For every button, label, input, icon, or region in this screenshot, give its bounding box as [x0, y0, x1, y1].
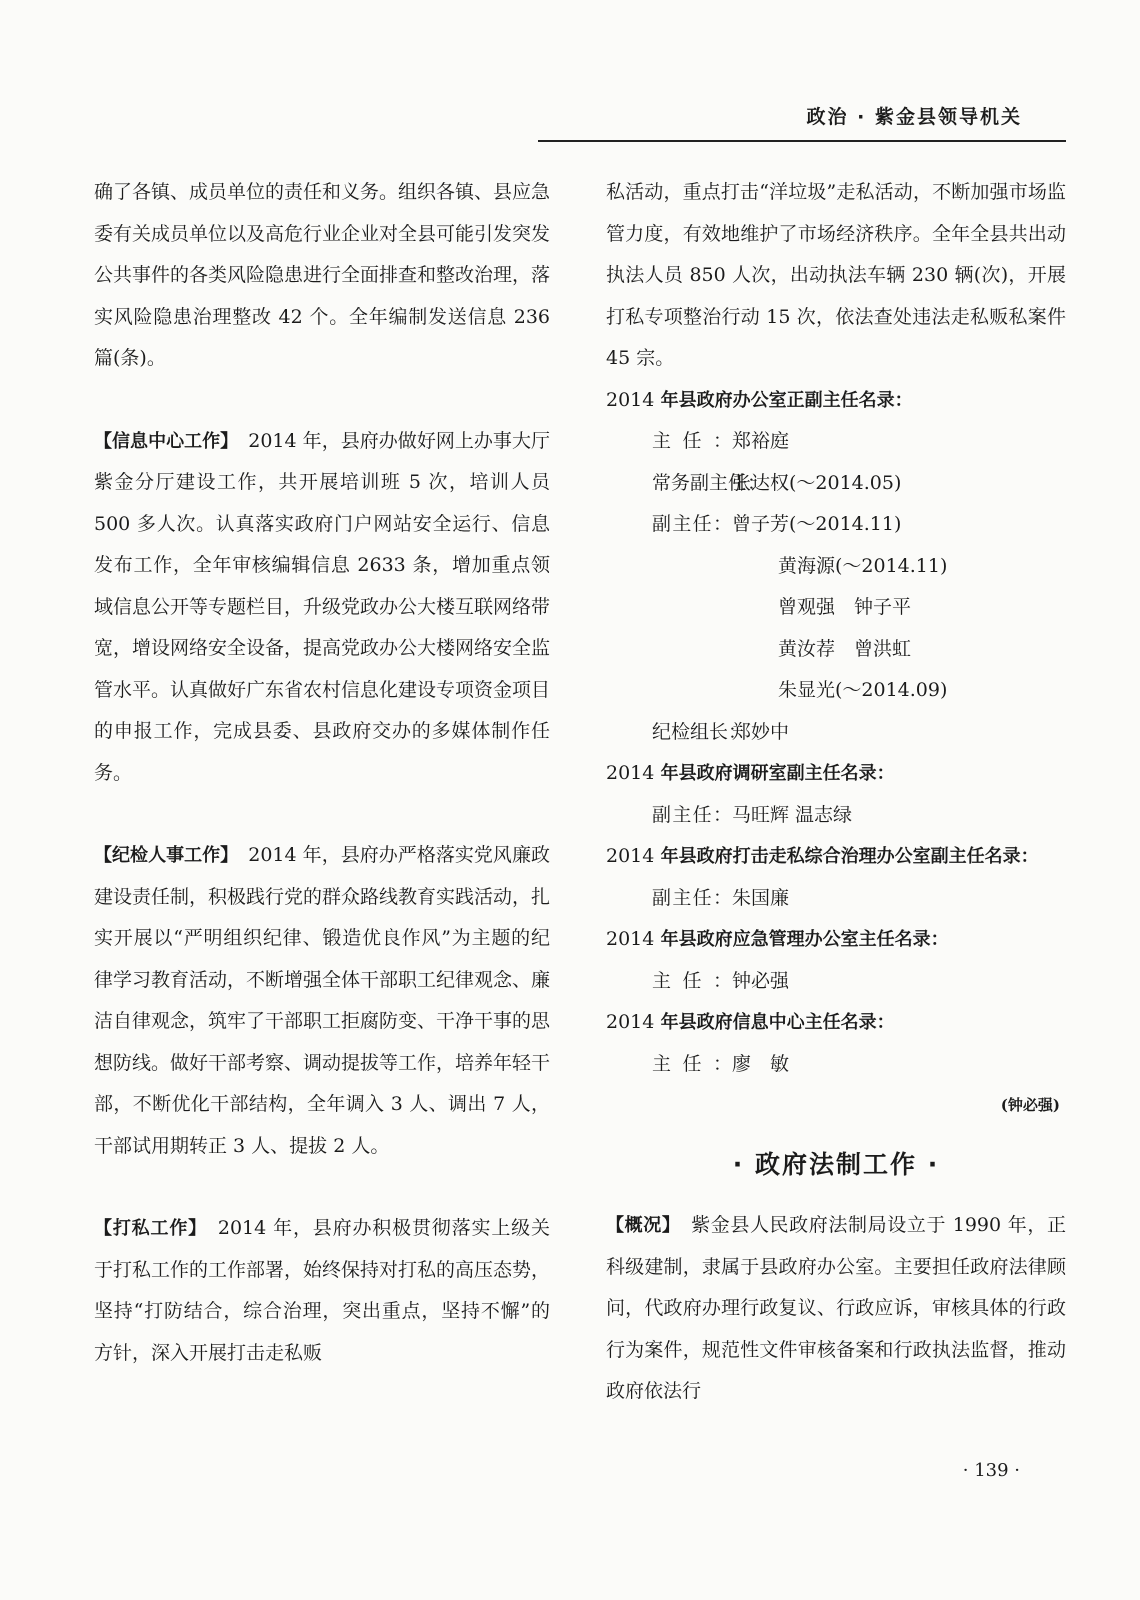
section-body: 2014 年，县府办严格落实党风廉政建设责任制，积极践行党的群众路线教育实践活动，扎实开展以“严明组织纪律、锻造优良作风”为主题的纪律学习教育活动，不断增强全体干部职工纪律观念、廉洁自律观念，筑牢了干部职工拒腐防变、干净干事的思想防线。做好干部考察、调动提拔等工作，培养年轻干部，不断优化干部结构，全年调入 3 人、调出 7 人，干部试用期转正 3 人、提拔 2 人。 — [94, 844, 551, 1157]
section-heading: 【概况】 — [606, 1215, 672, 1236]
person-name: 郑妙中 — [732, 720, 790, 743]
spacer — [94, 380, 550, 421]
section-anti-smuggling — [94, 1208, 550, 1374]
role-label: 纪检组长： — [652, 720, 748, 743]
role-label: 主任： — [652, 969, 732, 992]
roster-row — [606, 1044, 1066, 1086]
spacer — [94, 1167, 550, 1208]
roster-row — [606, 629, 1066, 671]
paragraph: 确了各镇、成员单位的责任和义务。组织各镇、县应急委有关成员单位以及高危行业企业对全县可能引发突发公共事件的各类风险隐患进行全面排查和整改治理，落实风险隐患治理整改 42 个。全年编制发送信息 236 篇(条)。 — [94, 181, 551, 369]
running-header: 政治 · 紫金县领导机关 — [806, 106, 1022, 128]
roster-row — [606, 463, 1066, 505]
roster-heading — [606, 919, 1066, 961]
person-name: 钟必强 — [732, 969, 790, 992]
person-name: 黄汝荐 曾洪虹 — [778, 637, 912, 660]
role-label: 副主任： — [652, 513, 732, 535]
roster-title: 年县政府调研室副主任名录： — [660, 763, 895, 784]
roster-row — [606, 878, 1066, 920]
paragraph: 私活动，重点打击“洋垃圾”走私活动，不断加强市场监管力度，有效地维护了市场经济秩序。全年全县共出动执法人员 850 人次，出动执法车辆 230 辆(次)，开展打私专项整治行动 15 次，依法查处违法走私贩私案件 45 宗。 — [606, 181, 1066, 369]
section-discipline-personnel — [94, 835, 550, 1167]
header-rule — [538, 140, 1066, 142]
roster-row — [606, 587, 1066, 629]
roster-row — [606, 961, 1066, 1003]
roster-row — [606, 795, 1066, 837]
author-signature: (钟必强) — [1000, 1096, 1060, 1114]
section-body: 2014 年，县府办积极贯彻落实上级关于打私工作的工作部署，始终保持对打私的高压态势，坚持“打防结合，综合治理，突出重点，坚持不懈”的方针，深入开展打击走私贩 — [94, 1217, 551, 1364]
section-info-center — [94, 421, 550, 795]
page-number: · 139 · — [962, 1460, 1020, 1481]
role-label: 常务副主任： — [652, 471, 767, 494]
person-name: 张达权(～2014.05) — [732, 471, 902, 494]
right-column — [606, 172, 1066, 1413]
roster-row — [606, 546, 1066, 588]
person-name: 郑裕庭 — [732, 430, 790, 452]
role-label: 副主任： — [652, 803, 732, 826]
roster-year: 2014 — [606, 928, 655, 950]
role-label: 主任： — [652, 430, 732, 452]
roster-year: 2014 — [606, 762, 655, 784]
roster-year: 2014 — [606, 1011, 655, 1033]
left-column — [94, 172, 550, 1374]
roster-title: 年县政府应急管理办公室主任名录： — [660, 929, 949, 950]
person-name: 朱显光(～2014.09) — [778, 679, 948, 701]
person-name: 曾子芳(～2014.11) — [732, 513, 902, 535]
spacer — [94, 794, 550, 835]
role-label: 副主任： — [652, 886, 732, 909]
roster-year: 2014 — [606, 845, 655, 867]
person-name: 马旺辉 温志绿 — [732, 803, 853, 826]
section-body: 2014 年，县府办做好网上办事大厅紫金分厅建设工作，共开展培训班 5 次，培训人员 500 多人次。认真落实政府门户网站安全运行、信息发布工作，全年审核编辑信息 2633 条，增加重点领域信息公开等专题栏目，升级党政办公大楼互联网络带宽，增设网络安全设备，提高党政办公大楼网络安全监管水平。认真做好广东省农村信息化建设专项资金项目的申报工作，完成县委、县政府交办的多媒体制作任务。 — [94, 429, 551, 784]
roster-heading — [606, 1002, 1066, 1044]
section-overview — [606, 1205, 1066, 1413]
section-body: 紫金县人民政府法制局设立于 1990 年，正科级建制，隶属于县政府办公室。主要担任政府法律顾问，代政府办理行政复议、行政应诉，审核具体的行政行为案件，规范性文件审核备案和行政执法监督，推动政府依法行 — [606, 1214, 1066, 1402]
person-name: 黄海源(～2014.11) — [778, 554, 948, 577]
roster-heading — [606, 753, 1066, 795]
roster-row — [606, 670, 1066, 712]
roster-heading — [606, 380, 1066, 422]
roster-heading — [606, 836, 1066, 878]
roster-row — [606, 504, 1066, 546]
section-heading: 【信息中心工作】 — [94, 430, 230, 452]
section-title: · 政府法制工作 · — [732, 1150, 940, 1179]
roster-year: 2014 — [606, 388, 655, 411]
roster-row — [606, 421, 1066, 463]
roster-title: 年县政府信息中心主任名录： — [660, 1012, 895, 1033]
roster-title: 年县政府办公室正副主任名录： — [660, 389, 913, 411]
section-heading: 【打私工作】 — [94, 1218, 199, 1239]
roster-title: 年县政府打击走私综合治理办公室副主任名录： — [660, 846, 1039, 867]
person-name: 廖 敏 — [732, 1052, 790, 1075]
person-name: 曾观强 钟子平 — [778, 596, 912, 618]
person-name: 朱国廉 — [732, 886, 790, 909]
role-label: 主任： — [652, 1052, 732, 1075]
roster-row — [606, 712, 1066, 754]
section-heading: 【纪检人事工作】 — [94, 845, 230, 866]
